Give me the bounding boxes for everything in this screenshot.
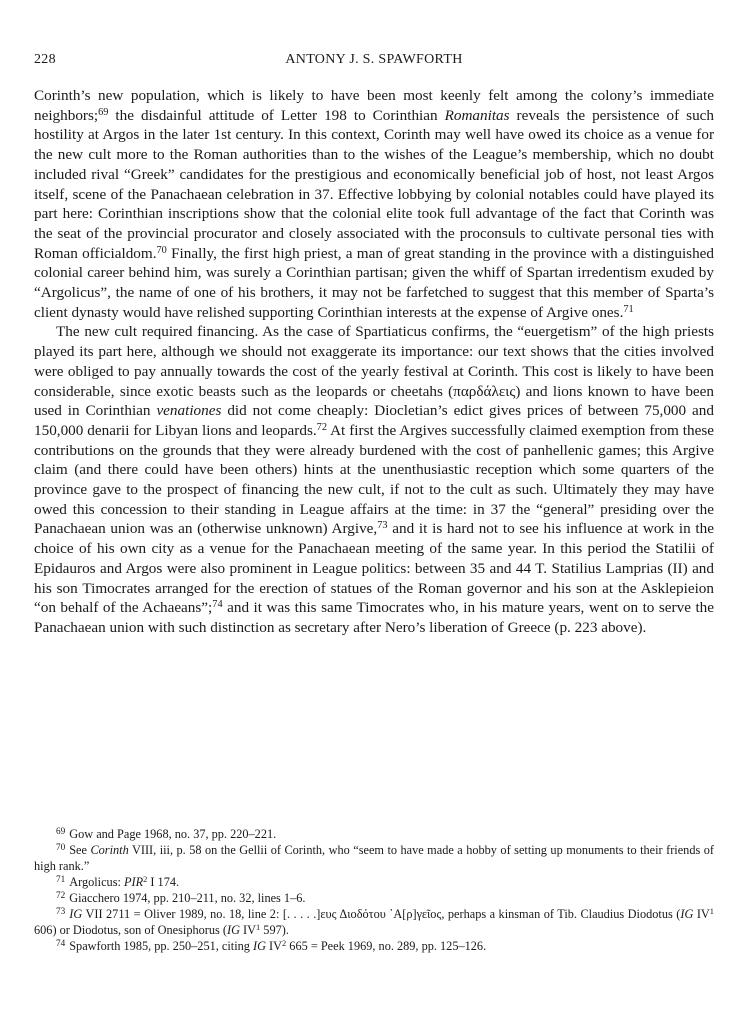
footnote-69 [34,826,714,842]
footnote-73 [34,906,714,938]
footnote-number: 74 [56,937,66,948]
italic-term: Romanitas [444,106,510,124]
footnote-text: VII 2711 = Oliver 1989, no. 18, line 2: [. . . . .]ευς Διοδότου ᾿Α[ρ]γεῖος, perhaps a kinsman of Tib. Claudius Diodotus ( [82,907,681,921]
italic-term: IG [69,907,83,921]
footnote-text: IV [265,939,283,953]
footnote-text: Argolicus: [69,875,124,889]
footnote-number: 72 [56,889,66,900]
page [34,52,714,638]
footnote-text: VIII, iii, p. 58 on the Gellii of Corinth, who “seem to have made a hobby of setting up monuments to their friends of high rank.” [34,843,714,873]
italic-term: PIR [123,875,144,889]
footnote-text: 665 = Peek 1969, no. 289, pp. 125–126. [286,939,487,953]
italic-term: Corinth [90,843,129,857]
running-head: ANTONY J. S. SPAWFORTH [285,52,463,67]
text-run: At first the Argives successfully claimed exemption from these contributions on the grounds that they were already burdened with the cost of panhellenic games; this Argive claim (and there could have been others) hints at the unenthusiastic reception which some quarters of the province gave to the prospect of financing the new cult, if not to the cult as such. Ultimately they may have owed this concession to their standing in League affairs at the time: in 37 the “general” presiding over the Panachaean union was an (otherwise unknown) Argive, [34,421,714,538]
footnote-text: I 174. [147,875,180,889]
footnote-number: 71 [56,873,66,884]
page-number: 228 [34,52,56,67]
footnote-ref: 69 [98,106,109,118]
superscript: 2 [143,874,148,884]
paragraph-1 [34,86,714,322]
footnote-number: 69 [56,825,66,836]
italic-term: IG [252,939,266,953]
italic-term: IG [680,907,694,921]
page-header [34,52,714,76]
footnote-ref: 73 [377,520,388,532]
text-run: reveals the persistence of such hostility at Argos in the later 1st century. In this context, Corinth may well have owed its choice as a venue for the new cult more to the Roman authorities than to the wishes of the League’s membership, which no doubt included rival “Greek” candidates for the prestigious and economically beneficial job of host, not least Argos itself, scene of the Panachaean celebration in 37. Effective lobbying by colonial notables could have played its part here: Corinthian inscriptions show that the colonial elite took full advantage of the fact that Corinth was the seat of the provincial procurator and closely associated with the proconsuls to cultivate personal ties with Roman officialdom. [34,106,714,262]
footnote-72 [34,890,714,906]
footnotes [34,826,714,954]
footnote-ref: 72 [316,421,327,433]
text-run: the disdainful attitude of Letter 198 to Corinthian [108,106,445,124]
footnote-74 [34,938,714,954]
footnote-text: IV [693,907,710,921]
footnote-text: Gow and Page 1968, no. 37, pp. 220–221. [69,827,277,841]
body-text [34,86,714,638]
footnote-text: Giacchero 1974, pp. 210–211, no. 32, lines 1–6. [69,891,306,905]
footnote-70 [34,842,714,874]
footnote-number: 73 [56,905,66,916]
paragraph-2 [34,322,714,637]
footnote-text: IV [239,923,257,937]
superscript: 2 [282,938,287,948]
footnote-text: 606) or Diodotus, son of Onesiphorus ( [34,923,227,937]
italic-term: venationes [156,402,222,420]
footnote-text: 597). [260,923,289,937]
footnote-number: 70 [56,841,66,852]
text-run: Corinth’s new population, which is likely to have been most keenly felt among the colony’s immediate neighbors; [34,87,714,124]
footnote-text: Spawforth 1985, pp. 250–251, citing [69,939,253,953]
italic-term: IG [226,923,240,937]
footnote-ref: 70 [156,244,167,256]
footnote-ref: 74 [212,599,223,611]
footnote-71 [34,874,714,890]
text-run: Finally, the first high priest, a man of great standing in the province with a distinguished colonial career behind him, was surely a Corinthian partisan; given the whiff of Spartan irredentism exuded by “Argolicus”, the name of one of his brothers, it may not be farfetched to suggest that this member of Sparta’s client dynasty would have relished supporting Corinthian interests at the expense of Argive ones. [34,244,714,321]
superscript: 1 [256,922,261,932]
text-run: did not come cheaply: Diocletian’s edict gives prices of between 75,000 and 150,000 denarii for Libyan lions and leopards. [34,402,714,439]
text-run: The new cult required financing. As the case of Spartiaticus confirms, the “euergetism” of the high priests played its part here, although we should not exaggerate its importance: our text shows that the cities involved were obliged to pay annually towards the cost of the yearly festival at Corinth. This cost is likely to have been considerable, since exotic beasts such as the leopards or cheetahs (παρδάλεις) and lions known to have been used in Corinthian [34,323,714,420]
text-run: and it is hard not to see his influence at work in the choice of his own city as a venue for the Panachaean meeting of the same year. In this period the Statilii of Epidauros and Argos were also prominent in League politics: between 35 and 44 T. Statilius Lamprias (II) and his son Timocrates arranged for the erection of statues of the Roman governor and his son at the Asklepieion “on behalf of the Achaeans”; [34,520,714,617]
footnote-ref: 71 [623,303,634,315]
superscript: 1 [709,906,714,916]
footnote-text: See [69,843,91,857]
text-run: and it was this same Timocrates who, in his mature years, went on to serve the Panachaean union with such distinction as secretary after Nero’s liberation of Greece (p. 223 above). [34,599,715,636]
